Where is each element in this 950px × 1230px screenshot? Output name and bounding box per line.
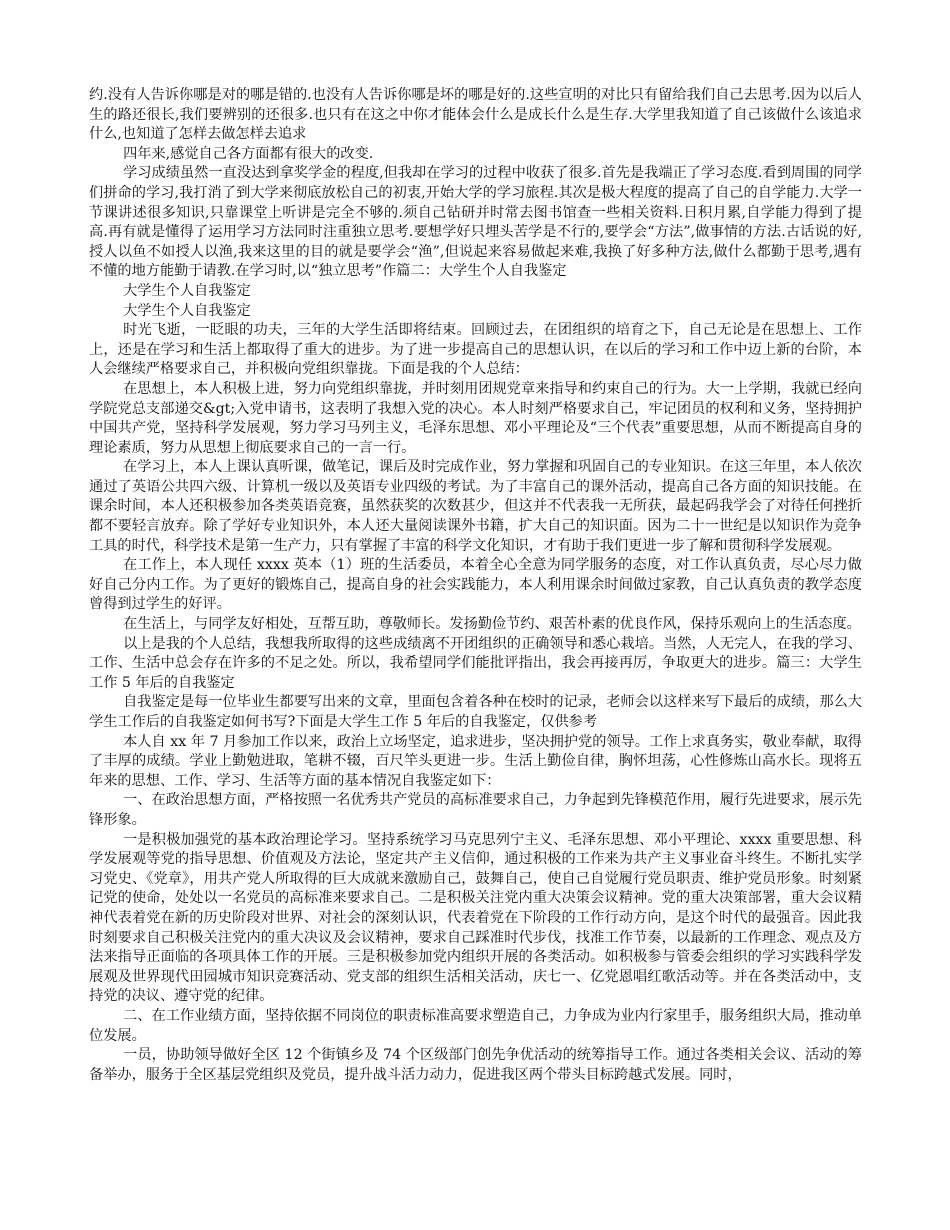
paragraph: 在思想上，本人积极上进，努力向党组织靠拢，并时刻用团规党章来指导和约束自己的行为。大一上学期，我就已经向学院党总支部递交&gt;入党申请书，这表明了我想入党的决心。本人时刻严格要求自己，牢记团员的权利和义务，坚持拥护中国共产党，坚持科学发展观，努力学习马列主义，毛泽东思想、邓小平理论及“三个代表”重要思想，从而不断提高自身的理论素质，努力从思想上彻底要求自己的一言一行。 [89,380,862,456]
paragraph: 自我鉴定是每一位毕业生都要写出来的文章，里面包含着各种在校时的记录，老师会以这样来写下最后的成绩，那么大学生工作后的自我鉴定如何书写?下面是大学生工作 5 年后的自我鉴定，仅供参考 [89,694,862,730]
paragraph: 学习成绩虽然一直没达到拿奖学金的程度,但我却在学习的过程中收获了很多.首先是我端正了学习态度.看到周围的同学们拼命的学习,我打消了到大学来彻底放松自己的初衷,开始大学的学习旅程.其次是极大程度的提高了自己的自学能力.大学一节课讲述很多知识,只靠课堂上听讲是完全不够的.须自己钻研并时常去图书馆查一些相关资料.日积月累,自学能力得到了提高.再有就是懂得了运用学习方法同时注重独立思考.要想学好只埋头苦学是不行的,要学会“方法”,做事情的方法.古话说的好,授人以鱼不如授人以渔,我来这里的目的就是要学会“渔”,但说起来容易做起来难,我换了好多种方法,做什么都勤于思考,遇有不懂的地方能勤于请教.在学习时,以“独立思考”作篇二：大学生个人自我鉴定 [89,165,862,280]
paragraph: 一是积极加强党的基本政治理论学习。坚持系统学习马克思列宁主义、毛泽东思想、邓小平理论、xxxx 重要思想、科学发展观等党的指导思想、价值观及方法论，坚定共产主义信仰，通过积极的工作来为共产主义事业奋斗终生。不断扎实学习党史、《党章》，用共产党人所取得的巨大成就来激励自己，鼓舞自己，使自己自觉履行党员职责、维护党员形象。时刻紧记党的使命，处处以一名党员的高标准来要求自己。二是积极关注党内重大决策会议精神。党的重大决策部署，重大会议精神代表着党在新的历史阶段对世界、对社会的深刻认识，代表着党在下阶段的工作行动方向，是这个时代的最强音。因此我时刻要求自己积极关注党内的重大决议及会议精神，要求自己踩准时代步伐，找准工作节奏，以最新的工作理念、观点及方法来指导正面临的各项具体工作的开展。三是积极参加党内组织开展的各类活动。如积极参与管委会组织的学习实践科学发展观及世界现代田园城市知识竞赛活动、党支部的组织生活相关活动，庆七一、亿党恩唱红歌活动等。并在各类活动中，支持党的决议、遵守党的纪律。 [89,831,862,1005]
section-heading: 大学生个人自我鉴定 [123,282,251,299]
paragraph: 本人自 xx 年 7 月参加工作以来，政治上立场坚定，追求进步，坚决拥护党的领导。工作上求真务实，敬业奉献，取得了丰厚的成绩。学业上勤勉进取，笔耕不辍，百尺竿头更进一步。生活上勤俭自律，胸怀坦荡，心性修炼山高水长。现将五年来的思想、工作、学习、生活等方面的基本情况自我鉴定如下： [89,733,862,789]
paragraph: 在工作上，本人现任 xxxx 英本（1）班的生活委员，本着全心全意为同学服务的态度，对工作认真负责，尽心尽力做好自己分内工作。为了更好的锻炼自己，提高自身的社会实践能力，本人利用课余时间做过家教，自己认真负责的教学态度曾得到过学生的好评。 [89,557,862,613]
paragraph: 在学习上，本人上课认真听课，做笔记，课后及时完成作业，努力掌握和巩固自己的专业知识。在这三年里，本人依次通过了英语公共四六级、计算机一级以及英语专业四级的考试。为了丰富自己的课外活动，提高自己各方面的知识技能。在课余时间，本人还积极参加各类英语竞赛，虽然获奖的次数甚少，但这并不代表我一无所获，最起码我学会了对待任何挫折都不要轻言放弃。除了学好专业知识外，本人还大量阅读课外书籍，扩大自己的知识面。因为二十一世纪是以知识作为竞争工具的时代，科学技术是第一生产力，只有掌握了丰富的科学文化知识，才有助于我们更进一步了解和贯彻科学发展观。 [89,459,862,554]
paragraph: 时光飞逝，一眨眼的功夫，三年的大学生活即将结束。回顾过去，在团组织的培育之下，自己无论是在思想上、工作上，还是在学习和生活上都取得了重大的进步。为了进一步提高自己的思想认识，在以后的学习和工作中迈上新的台阶，本人会继续严格要求自己，并积极向党组织靠拢。下面是我的个人总结： [89,322,862,378]
section-heading: 大学生个人自我鉴定 [123,302,251,319]
paragraph: 在生活上，与同学友好相处，互帮互助，尊敬师长。发扬勤俭节约、艰苦朴素的优良作风，保持乐观向上的生活态度。 [123,616,861,633]
paragraph: 四年来,感觉自己各方面都有很大的改变. [123,145,374,162]
paragraph: 一、在政治思想方面，严格按照一名优秀共产党员的高标准要求自己，力争起到先锋模范作用，履行先进要求，展示先锋形象。 [89,792,862,828]
paragraph: 二、在工作业绩方面，坚持依据不同岗位的职责标准高要求塑造自己，力争成为业内行家里手，服务组织大局，推动单位发展。 [89,1007,862,1044]
paragraph: 以上是我的个人总结，我想我所取得的这些成绩离不开团组织的正确领导和悉心栽培。当然，人无完人，在我的学习、工作、生活中总会存在许多的不足之处。所以，我希望同学们能批评指出，我会再接再厉，争取更大的进步。篇三：大学生工作 5 年后的自我鉴定 [89,635,862,691]
paragraph: 一员，协助领导做好全区 12 个街镇乡及 74 个区级部门创先争优活动的统筹指导工作。通过各类相关会议、活动的筹备举办，服务于全区基层党组织及党员，提升战斗活力动力，促进我区两个带头目标跨越式发展。同时， [89,1047,862,1083]
paragraph: 约.没有人告诉你哪是对的哪是错的.也没有人告诉你哪是坏的哪是好的.这些宣明的对比只有留给我们自己去思考.因为以后人生的路还很长,我们要辨别的还很多.也只有在这之中你才能体会什么是成长什么是生存.大学里我知道了自己该做什么该追求什么,也知道了怎样去做怎样去追求 [89,87,862,143]
